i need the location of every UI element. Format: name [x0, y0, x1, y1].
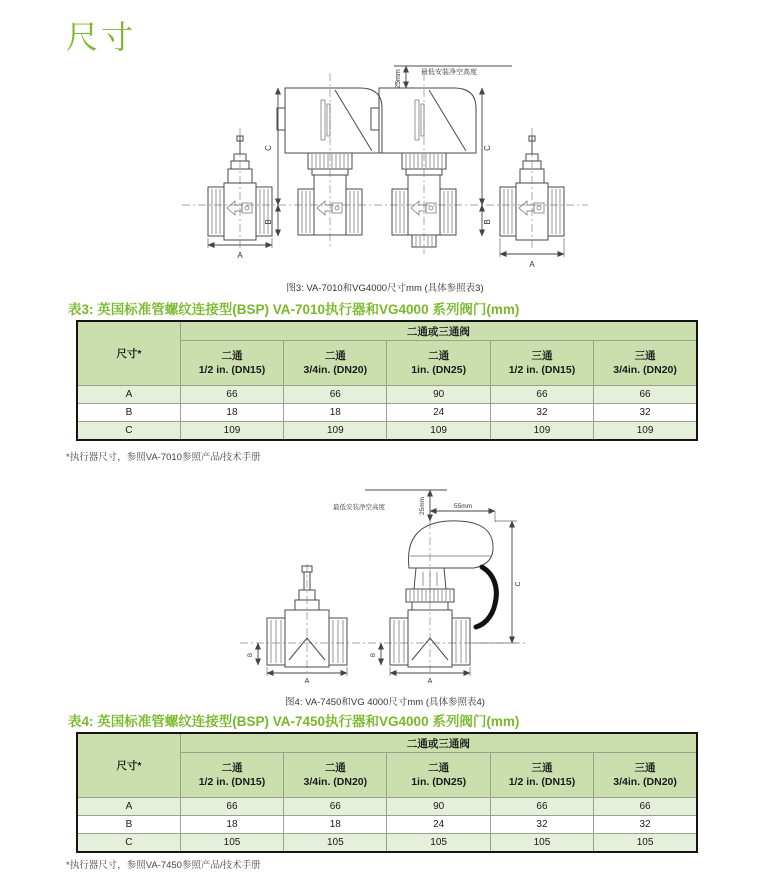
valve-two-way-bare: [208, 128, 272, 248]
cell: 66: [490, 798, 593, 816]
valve-three-way-bare: [500, 128, 564, 248]
clearance-text-label: 最低安装净空高度: [421, 69, 477, 76]
column-header: 三通 1/2 in. (DN15): [490, 341, 593, 386]
column-header: 二通 3/4in. (DN20): [284, 753, 387, 798]
page-title: 尺寸: [66, 19, 137, 55]
table4: [76, 732, 698, 853]
dim-a-label: A: [427, 678, 433, 685]
cell: 32: [490, 404, 593, 422]
cell: 18: [180, 404, 283, 422]
cell: 109: [387, 422, 490, 441]
cell: 24: [387, 816, 490, 834]
dim-c-label: C: [483, 145, 492, 151]
cell: 105: [490, 834, 593, 853]
column-header: 三通 3/4in. (DN20): [594, 753, 697, 798]
cell: 105: [387, 834, 490, 853]
column-header: 二通 3/4in. (DN20): [284, 341, 387, 386]
dim-b-label: B: [264, 219, 273, 225]
cell: 66: [490, 386, 593, 404]
clearance-dim-label: 25mm: [419, 496, 426, 516]
table-row: [77, 404, 697, 422]
column-header: 二通 1in. (DN25): [387, 341, 490, 386]
cell: 105: [180, 834, 283, 853]
valve-two-way-bare: [267, 564, 347, 672]
table3-title: 表3: 英国标准管螺纹连接型(BSP) VA-7010执行器和VG4000 系列阀门(mm): [68, 302, 520, 317]
cell: 109: [284, 422, 387, 441]
figure-va7010: [0, 58, 770, 294]
table3-footnote: *执行器尺寸，参照VA-7010参照产品/技术手册: [66, 452, 261, 463]
dim-b-label: B: [483, 219, 492, 225]
cell: 18: [284, 404, 387, 422]
cell: 109: [180, 422, 283, 441]
table-row: [77, 816, 697, 834]
row-label: B: [77, 816, 180, 834]
figure3-caption: 图3: VA-7010和VG4000尺寸mm (具体参照表3): [286, 283, 484, 294]
group-header: 二通或三通阀: [180, 733, 697, 753]
cell: 32: [594, 816, 697, 834]
cell: 105: [284, 834, 387, 853]
table-row: [77, 422, 697, 441]
row-label: C: [77, 422, 180, 441]
clearance-text-label: 最低安装净空高度: [333, 504, 385, 511]
table3: [76, 320, 698, 441]
row-label: A: [77, 386, 180, 404]
column-header: 二通 1in. (DN25): [387, 753, 490, 798]
dim-b-label: B: [371, 652, 377, 658]
cell: 109: [490, 422, 593, 441]
cell: 66: [180, 798, 283, 816]
cell: 18: [284, 816, 387, 834]
row-label: A: [77, 798, 180, 816]
table-row: [77, 733, 697, 753]
dim-c-label: C: [515, 581, 522, 587]
cell: 66: [284, 386, 387, 404]
figure4-caption: 图4: VA-7450和VG 4000尺寸mm (具体参照表4): [285, 697, 485, 708]
flow-arrow-icon: [411, 201, 436, 215]
flow-arrow-icon: [519, 201, 544, 215]
cell: 24: [387, 404, 490, 422]
row-label: B: [77, 404, 180, 422]
dim-b-label: B: [248, 652, 254, 658]
valve-two-way-actuator: [277, 73, 382, 246]
dim-a-label: A: [529, 260, 535, 269]
cell: 109: [594, 422, 697, 441]
row-label: C: [77, 834, 180, 853]
dim-a-label: A: [237, 251, 243, 260]
cell: 32: [490, 816, 593, 834]
actuator-cable: [476, 567, 496, 627]
cell: 18: [180, 816, 283, 834]
table-row: [77, 386, 697, 404]
column-header: 三通 1/2 in. (DN15): [490, 753, 593, 798]
cell: 105: [594, 834, 697, 853]
corner-header: 尺寸*: [77, 733, 180, 798]
corner-header: 尺寸*: [77, 321, 180, 386]
flow-arrow-icon: [227, 201, 252, 215]
table4-footnote: *执行器尺寸，参照VA-7450参照产品/技术手册: [66, 860, 261, 871]
column-header: 二通 1/2 in. (DN15): [180, 753, 283, 798]
table-row: [77, 834, 697, 853]
cell: 66: [180, 386, 283, 404]
cell: 90: [387, 386, 490, 404]
table4-title: 表4: 英国标准管螺纹连接型(BSP) VA-7450执行器和VG4000 系列阀门(mm): [68, 714, 520, 729]
valve-with-dome-actuator: [390, 521, 496, 672]
cell: 66: [594, 798, 697, 816]
cell: 32: [594, 404, 697, 422]
dim-c-label: C: [264, 145, 273, 151]
dim-a-label: A: [304, 678, 310, 685]
group-header: 二通或三通阀: [180, 321, 697, 341]
figure-va7450-drawing: [220, 482, 550, 687]
cell: 90: [387, 798, 490, 816]
column-header: 三通 3/4in. (DN20): [594, 341, 697, 386]
table-row: [77, 798, 697, 816]
table-row: [77, 321, 697, 341]
figure-va7450: [0, 482, 770, 708]
cell: 66: [594, 386, 697, 404]
column-header: 二通 1/2 in. (DN15): [180, 341, 283, 386]
figure-va7010-drawing: [180, 58, 590, 273]
actuator-width-label: 55mm: [453, 503, 473, 510]
flow-arrow-icon: [317, 201, 342, 215]
clearance-dim-label: 25mm: [395, 69, 402, 89]
valve-three-way-actuator: [371, 73, 476, 254]
cell: 66: [284, 798, 387, 816]
